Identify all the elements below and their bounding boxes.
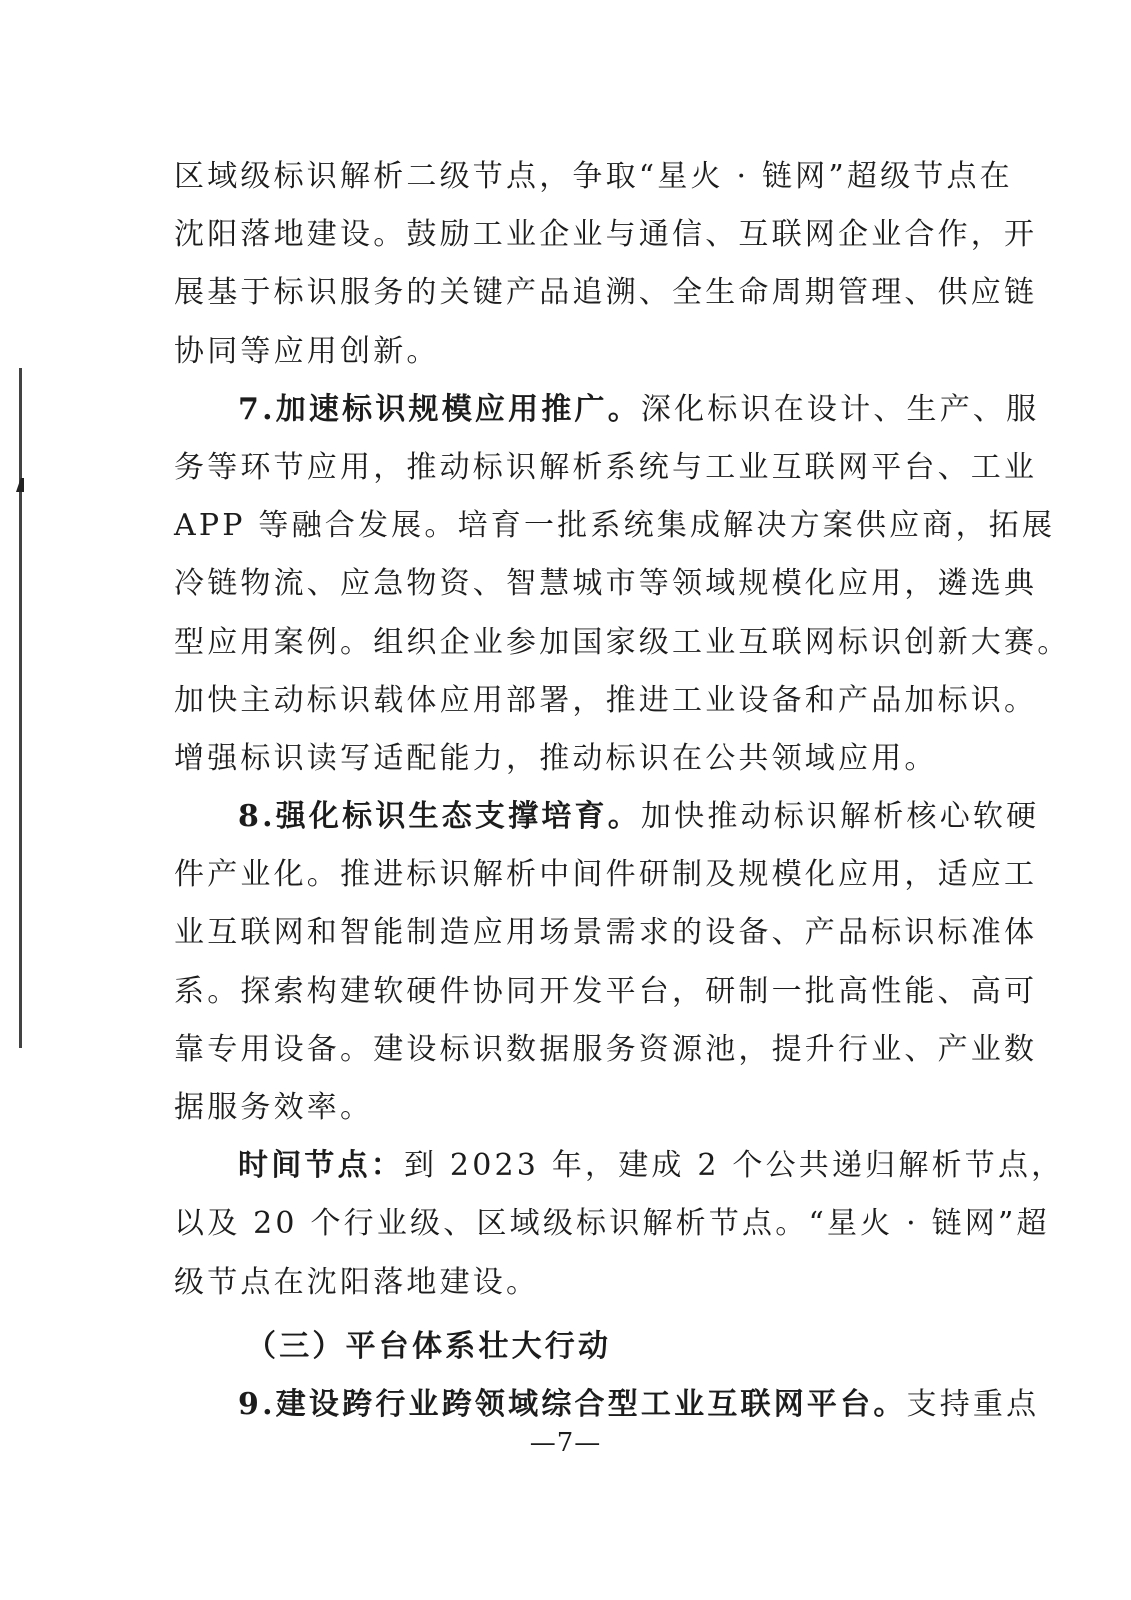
scan-edge-mark [19,368,22,1048]
paragraph-line: 据服务效率。 [174,1090,374,1125]
item-8-heading: 8.强化标识生态支撑培育。 [238,799,641,835]
paragraph-line: 展基于标识服务的关键产品追溯、全生命周期管理、供应链 [174,275,1038,311]
paragraph-line: 业互联网和智能制造应用场景需求的设备、产品标识标准体 [174,915,1038,951]
paragraph-line: 靠专用设备。建设标识数据服务资源池，提升行业、产业数 [174,1031,1038,1067]
item-7-heading: 7.加速标识规模应用推广。 [238,391,641,427]
item-7-lead: 深化标识在设计、生产、服 [640,391,1040,427]
paragraph-line: APP 等融合发展。培育一批系统集成解决方案供应商，拓展 [174,508,1056,544]
paragraph-line: 件产业化。推进标识解析中间件研制及规模化应用，适应工 [174,857,1038,893]
paragraph-line: 务等环节应用，推动标识解析系统与工业互联网平台、工业 [174,449,1038,485]
section-3-heading: （三）平台体系壮大行动 [246,1328,612,1364]
paragraph-line: 级节点在沈阳落地建设。 [174,1264,540,1300]
paragraph-line: 区域级标识解析二级节点，争取“星火 · 链网”超级节点在 [174,159,1013,194]
paragraph-line: 加快主动标识载体应用部署，推进工业设备和产品加标识。 [174,682,1038,718]
document-body [174,148,1071,1434]
item-9-lead: 支持重点 [906,1386,1040,1422]
item-9-first-line [174,1376,1040,1434]
item-7-first-line [174,381,1040,439]
paragraph-line: 增强标识读写适配能力，推动标识在公共领域应用。 [174,740,938,776]
paragraph-line: 型应用案例。组织企业参加国家级工业互联网标识创新大赛。 [174,624,1071,660]
timeline-lead: 到 2023 年，建成 2 个公共递归解析节点， [404,1148,1065,1184]
paragraph-line: 沈阳落地建设。鼓励工业企业与通信、互联网企业合作，开 [174,217,1038,253]
paragraph-line: 冷链物流、应急物资、智慧城市等领域规模化应用，遴选典 [174,566,1038,602]
item-8-lead: 加快推动标识解析核心软硬 [640,799,1040,835]
paragraph-line: 以及 20 个行业级、区域级标识解析节点。“星火 · 链网”超 [174,1206,1050,1242]
timeline-label: 时间节点： [238,1148,404,1184]
timeline-first-line [174,1137,1065,1195]
item-8-first-line [174,788,1040,846]
item-9-heading: 9.建设跨行业跨领域综合型工业互联网平台。 [238,1386,907,1422]
paragraph-line: 协同等应用创新。 [174,333,440,369]
page-number: —7— [529,1428,602,1458]
paragraph-line: 系。探索构建软硬件协同开发平台，研制一批高性能、高可 [174,973,1038,1009]
